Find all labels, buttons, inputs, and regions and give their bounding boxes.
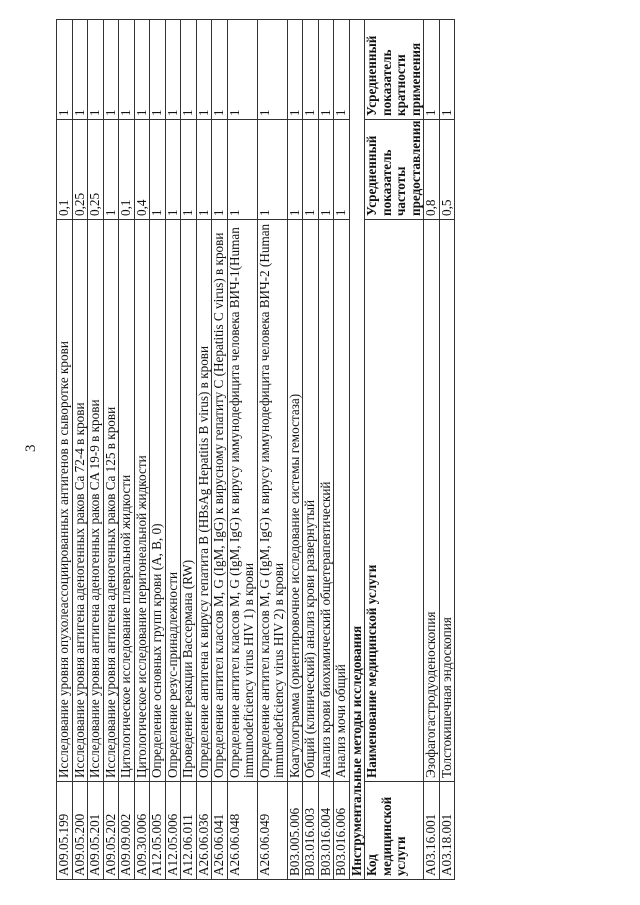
table-row xyxy=(88,20,104,880)
name-cell: Исследование уровня антигена аденогенных раков Са 125 в крови xyxy=(103,220,119,782)
frequency-cell: 1 xyxy=(287,120,303,220)
section-title: Инструментальные методы исследования xyxy=(349,20,365,880)
code-cell: B03.016.004 xyxy=(318,782,334,880)
name-cell: Исследование уровня антигена аденогенных раков Са 72-4 в крови xyxy=(72,220,88,782)
name-cell: Анализ мочи общий xyxy=(334,220,350,782)
code-cell: A12.06.011 xyxy=(181,782,197,880)
code-cell: A03.18.001 xyxy=(439,782,455,880)
name-cell: Определение антигена к вирусу гепатита B (HBsAg Hepatitis B virus) в крови xyxy=(196,220,212,782)
code-cell: A26.06.036 xyxy=(196,782,212,880)
code-cell: A09.30.006 xyxy=(134,782,150,880)
header-code: Код медицинской услуги xyxy=(365,782,424,880)
multiplicity-cell: 1 xyxy=(72,20,88,120)
code-cell: A09.05.199 xyxy=(57,782,73,880)
name-cell: Определение резус-принадлежности xyxy=(165,220,181,782)
multiplicity-cell: 1 xyxy=(424,20,440,120)
frequency-cell: 0,25 xyxy=(88,120,104,220)
code-cell: A26.06.048 xyxy=(227,782,257,880)
table-row xyxy=(257,20,287,880)
frequency-cell: 1 xyxy=(334,120,350,220)
multiplicity-cell: 1 xyxy=(150,20,166,120)
name-cell: Определение антител классов M, G (IgM, IgG) к вирусу иммунодефицита человека ВИЧ-1(Human immunodeficiency virus HIV 1) в крови xyxy=(227,220,257,782)
multiplicity-cell: 1 xyxy=(439,20,455,120)
frequency-cell: 0,5 xyxy=(439,120,455,220)
multiplicity-cell: 1 xyxy=(134,20,150,120)
table-row xyxy=(212,20,228,880)
code-cell: A09.05.200 xyxy=(72,782,88,880)
table-row xyxy=(287,20,303,880)
name-cell: Исследование уровня опухолеассоциированных антигенов в сыворотке крови xyxy=(57,220,73,782)
name-cell: Цитологическое исследование перитонеальной жидкости xyxy=(134,220,150,782)
code-cell: A03.16.001 xyxy=(424,782,440,880)
multiplicity-cell: 1 xyxy=(227,20,257,120)
frequency-cell: 0,4 xyxy=(134,120,150,220)
frequency-cell: 1 xyxy=(318,120,334,220)
table-row xyxy=(196,20,212,880)
frequency-cell: 1 xyxy=(150,120,166,220)
multiplicity-cell: 1 xyxy=(88,20,104,120)
header-freq: Усредненный показатель частоты предоставления xyxy=(365,120,424,220)
instrumental-body xyxy=(424,20,455,880)
multiplicity-cell: 1 xyxy=(103,20,119,120)
frequency-cell: 1 xyxy=(181,120,197,220)
multiplicity-cell: 1 xyxy=(119,20,135,120)
name-cell: Общий (клинический) анализ крови развернутый xyxy=(303,220,319,782)
table-row xyxy=(318,20,334,880)
services-table xyxy=(56,19,455,880)
multiplicity-cell: 1 xyxy=(318,20,334,120)
table-row xyxy=(303,20,319,880)
frequency-cell: 1 xyxy=(196,120,212,220)
code-cell: B03.016.006 xyxy=(334,782,350,880)
name-cell: Цитологическое исследование плевральной жидкости xyxy=(119,220,135,782)
table-row xyxy=(103,20,119,880)
code-cell: A12.05.006 xyxy=(165,782,181,880)
rotated-page xyxy=(56,20,601,880)
frequency-cell: 1 xyxy=(103,120,119,220)
code-cell: B03.005.006 xyxy=(287,782,303,880)
name-cell: Эзофагогастродуоденоскопия xyxy=(424,220,440,782)
frequency-cell: 1 xyxy=(257,120,287,220)
section-row xyxy=(349,20,365,880)
table-row xyxy=(119,20,135,880)
multiplicity-cell: 1 xyxy=(181,20,197,120)
multiplicity-cell: 1 xyxy=(334,20,350,120)
code-cell: A26.06.049 xyxy=(257,782,287,880)
name-cell: Толстокишечная эндоскопия xyxy=(439,220,455,782)
table-row xyxy=(424,20,440,880)
multiplicity-cell: 1 xyxy=(303,20,319,120)
table-row xyxy=(439,20,455,880)
frequency-cell: 0,8 xyxy=(424,120,440,220)
table-row xyxy=(165,20,181,880)
frequency-cell: 0,1 xyxy=(119,120,135,220)
name-cell: Проведение реакции Вассермана (RW) xyxy=(181,220,197,782)
frequency-cell: 0,1 xyxy=(57,120,73,220)
multiplicity-cell: 1 xyxy=(165,20,181,120)
instrumental-section xyxy=(349,20,424,880)
header-mult: Усредненный показатель кратности применения xyxy=(365,20,424,120)
code-cell: A26.06.041 xyxy=(212,782,228,880)
name-cell: Определение антител классов M, G (IgM, IgG) к вирусу иммунодефицита человека ВИЧ-2 (Human immunodeficiency virus HIV 2) в крови xyxy=(257,220,287,782)
frequency-cell: 1 xyxy=(165,120,181,220)
table-row xyxy=(150,20,166,880)
code-cell: A12.05.005 xyxy=(150,782,166,880)
frequency-cell: 1 xyxy=(227,120,257,220)
multiplicity-cell: 1 xyxy=(287,20,303,120)
name-cell: Коагулограмма (ориентировочное исследование системы гемостаза) xyxy=(287,220,303,782)
multiplicity-cell: 1 xyxy=(57,20,73,120)
multiplicity-cell: 1 xyxy=(257,20,287,120)
multiplicity-cell: 1 xyxy=(196,20,212,120)
name-cell: Анализ крови биохимический общетерапевтический xyxy=(318,220,334,782)
header-row xyxy=(365,20,424,880)
multiplicity-cell: 1 xyxy=(212,20,228,120)
name-cell: Определение антител классов M, G (IgM, IgG) к вирусному гепатиту C (Hepatitis C virus) в крови xyxy=(212,220,228,782)
name-cell: Исследование уровня антигена аденогенных раков CA 19-9 в крови xyxy=(88,220,104,782)
table-row xyxy=(134,20,150,880)
header-name: Наименование медицинской услуги xyxy=(365,220,424,782)
table-row xyxy=(72,20,88,880)
frequency-cell: 1 xyxy=(212,120,228,220)
name-cell: Определение основных групп крови (А, В, 0) xyxy=(150,220,166,782)
table-row xyxy=(334,20,350,880)
table-row xyxy=(227,20,257,880)
code-cell: A09.09.002 xyxy=(119,782,135,880)
frequency-cell: 1 xyxy=(303,120,319,220)
page-number: 3 xyxy=(23,444,39,452)
code-cell: A09.05.201 xyxy=(88,782,104,880)
code-cell: B03.016.003 xyxy=(303,782,319,880)
code-cell: A09.05.202 xyxy=(103,782,119,880)
frequency-cell: 0,25 xyxy=(72,120,88,220)
table-row xyxy=(57,20,73,880)
lab-tests-body xyxy=(57,20,350,880)
table-row xyxy=(181,20,197,880)
